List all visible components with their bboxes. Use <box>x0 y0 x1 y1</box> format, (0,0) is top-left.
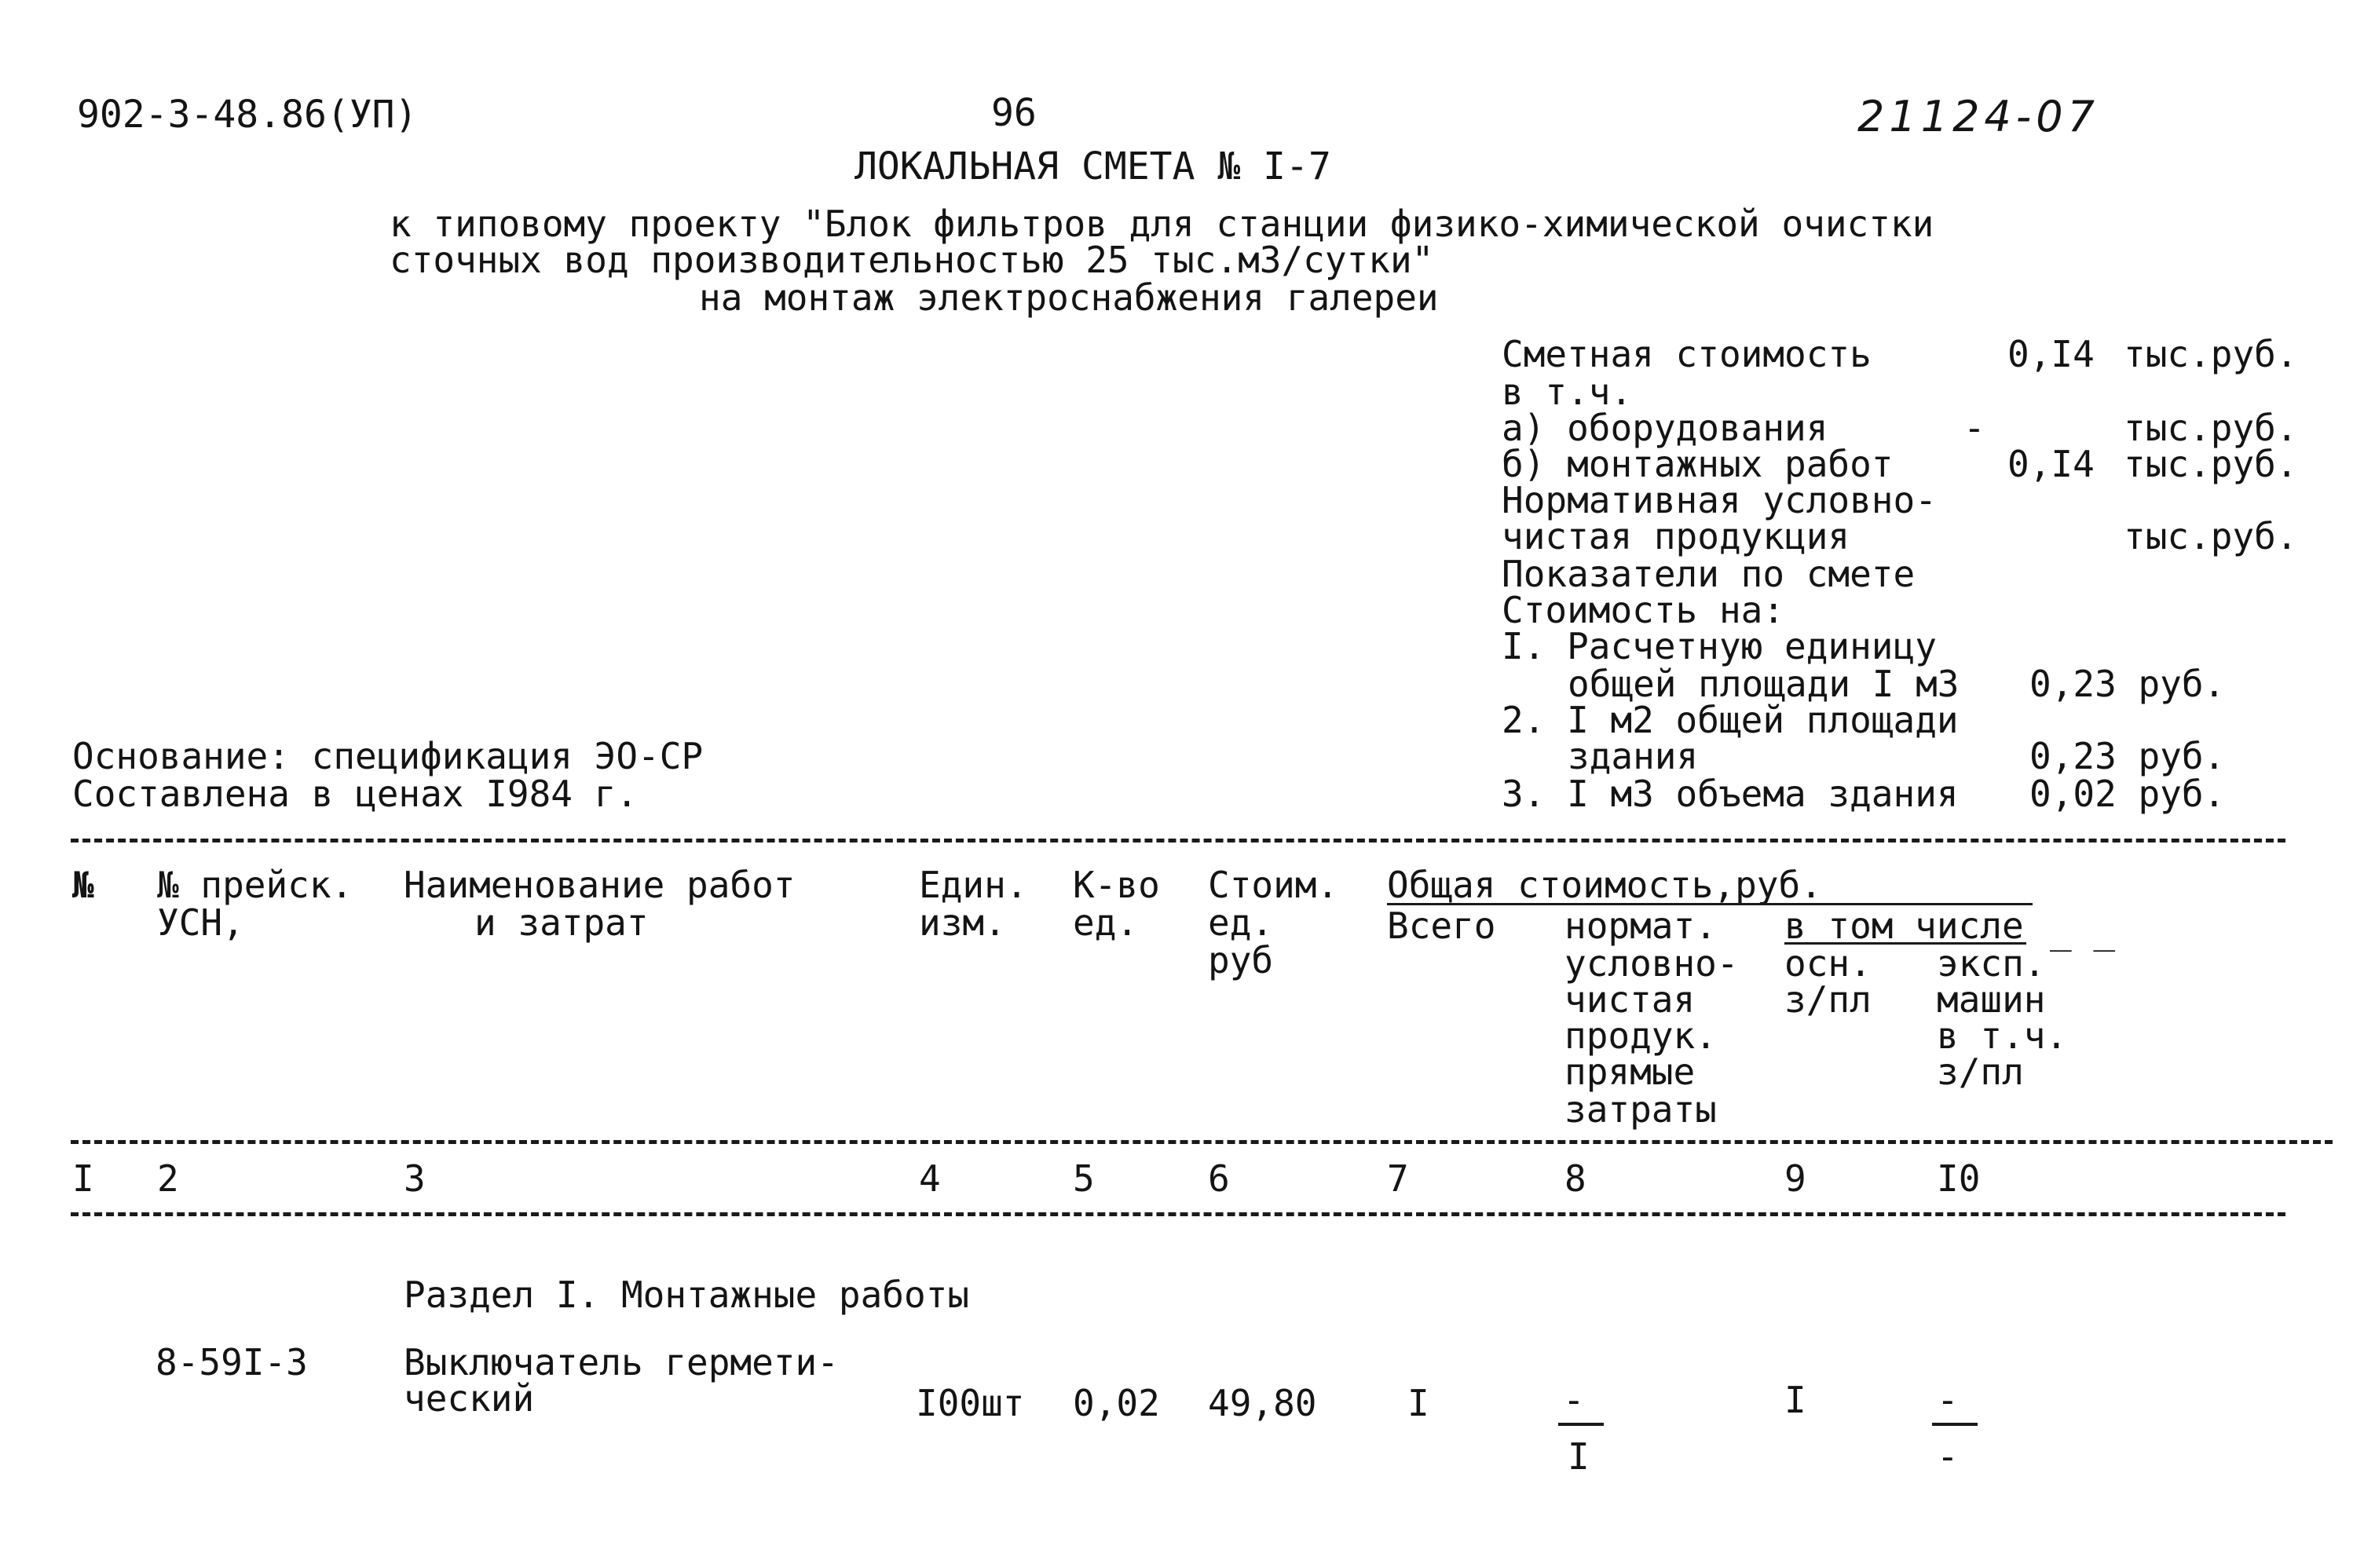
equipment-unit: тыс.руб. <box>2124 407 2298 449</box>
header-dash-marks: _ _ <box>2050 909 2116 952</box>
header-col-1: № <box>72 864 94 906</box>
indicator-3-value: 0,02 руб. <box>2029 773 2226 815</box>
column-number: 5 <box>1073 1157 1095 1200</box>
header-col-10-line-1: эксп. <box>1937 942 2046 985</box>
indicators-label: Показатели по смете <box>1502 553 1916 595</box>
header-col-5-line-1: К-во <box>1073 864 1160 906</box>
row-name-line-2: ческий <box>404 1377 535 1420</box>
indicator-1-line-1: I. Расчетную единицу <box>1502 625 1937 667</box>
header-col-9-line-1: осн. <box>1784 942 1872 985</box>
header-col-10-line-2: машин <box>1937 978 2046 1021</box>
header-col-10-line-4: з/пл <box>1937 1051 2024 1093</box>
column-number: 8 <box>1564 1157 1586 1200</box>
header-col-8-line-6: затраты <box>1564 1088 1717 1131</box>
page-number: 96 <box>991 91 1037 135</box>
subtitle-line-2: сточных вод производительностью 25 тыс.м3/сутки" <box>390 239 1434 281</box>
basis-line-1: Основание: спецификация ЭО-СР <box>72 735 704 777</box>
row-unit: I00шт <box>916 1382 1025 1424</box>
header-col-8-line-2: условно- <box>1564 942 1739 985</box>
handwritten-number: 21124-07 <box>1857 92 2099 141</box>
header-col-4-line-1: Един. <box>919 864 1028 906</box>
header-col-5-line-2: ед. <box>1073 901 1139 944</box>
row-normative-top: - <box>1563 1379 1585 1421</box>
header-col-4-line-2: изм. <box>919 901 1006 944</box>
table-top-rule <box>71 839 2285 842</box>
header-col-7: Всего <box>1387 905 1496 947</box>
header-col-10-line-3: в т.ч. <box>1937 1014 2068 1057</box>
row-code: 8-59I-3 <box>156 1341 308 1383</box>
column-number: 4 <box>919 1157 941 1200</box>
header-col-9-line-2: з/пл <box>1784 978 1872 1021</box>
header-incl-group: в том числе <box>1784 905 2024 947</box>
column-number: I <box>72 1157 94 1200</box>
indicator-2-value: 0,23 руб. <box>2029 735 2226 777</box>
subtitle-line-3: на монтаж электроснабжения галереи <box>699 276 1439 319</box>
header-col-2-line-2: УСН, <box>157 901 244 944</box>
doc-code: 902-3-48.86(УП) <box>77 93 418 137</box>
equipment-label: а) оборудования <box>1502 407 1828 449</box>
page-title: ЛОКАЛЬНАЯ СМЕТА № I-7 <box>854 144 1331 188</box>
cost-value: 0,I4 <box>2007 333 2095 375</box>
header-col-3-line-2: и затрат <box>474 901 649 944</box>
row-qty: 0,02 <box>1073 1382 1160 1424</box>
column-number: 2 <box>157 1157 179 1200</box>
cost-unit: тыс.руб. <box>2124 333 2298 375</box>
normative-label-1: Нормативная условно- <box>1502 479 1937 521</box>
header-col-8-line-4: продук. <box>1564 1014 1717 1057</box>
cost-label: Сметная стоимость <box>1502 333 1872 375</box>
row-unit-cost: 49,80 <box>1208 1382 1317 1424</box>
row-machines-divider <box>1932 1423 1978 1426</box>
header-col-8-line-5: прямые <box>1564 1051 1696 1093</box>
installation-label: б) монтажных работ <box>1502 443 1894 485</box>
row-base-wage: I <box>1784 1379 1806 1421</box>
equipment-value: - <box>1963 407 1985 449</box>
basis-line-2: Составлена в ценах I984 г. <box>72 773 639 815</box>
column-number: 3 <box>404 1157 426 1200</box>
header-col-8-line-1: нормат. <box>1564 905 1717 947</box>
incl-label: в т.ч. <box>1502 371 1633 413</box>
column-number: I0 <box>1937 1157 1981 1200</box>
row-normative-divider <box>1558 1423 1604 1426</box>
column-number: 6 <box>1208 1157 1230 1200</box>
normative-label-2: чистая продукция <box>1502 515 1850 557</box>
indicator-2-line-2: здания <box>1568 735 1699 777</box>
header-col-2-line-1: № прейск. <box>157 864 353 906</box>
indicator-1-line-2: общей площади I м3 <box>1568 663 1960 705</box>
column-number: 9 <box>1784 1157 1806 1200</box>
indicator-3-line-1: 3. I м3 объема здания <box>1502 773 1959 815</box>
header-col-8-line-3: чистая <box>1564 978 1696 1021</box>
indicator-2-line-1: 2. I м2 общей площади <box>1502 699 1959 741</box>
row-normative-bottom: I <box>1568 1435 1590 1478</box>
column-numbers-rule <box>71 1212 2285 1216</box>
header-total-group: Общая стоимость,руб. <box>1387 864 1822 906</box>
header-col-6-line-2: ед. <box>1208 901 1274 944</box>
row-machines-top: - <box>1937 1379 1959 1421</box>
indicator-1-value: 0,23 руб. <box>2029 663 2226 705</box>
row-machines-bottom: - <box>1937 1435 1959 1478</box>
subtitle-line-1: к типовому проекту "Блок фильтров для станции физико-химической очистки <box>390 203 1934 245</box>
installation-unit: тыс.руб. <box>2124 443 2298 485</box>
header-col-3-line-1: Наименование работ <box>404 864 796 906</box>
cost-per-label: Стоимость на: <box>1502 589 1785 631</box>
header-col-6-line-1: Стоим. <box>1208 864 1339 906</box>
normative-unit: тыс.руб. <box>2124 515 2298 557</box>
installation-value: 0,I4 <box>2007 443 2095 485</box>
row-total: I <box>1407 1382 1429 1424</box>
section-title: Раздел I. Монтажные работы <box>404 1274 970 1316</box>
header-bottom-rule <box>71 1140 2333 1144</box>
row-name-line-1: Выключатель гермети- <box>404 1341 839 1383</box>
column-number: 7 <box>1387 1157 1409 1200</box>
header-col-6-line-3: руб <box>1208 939 1274 981</box>
